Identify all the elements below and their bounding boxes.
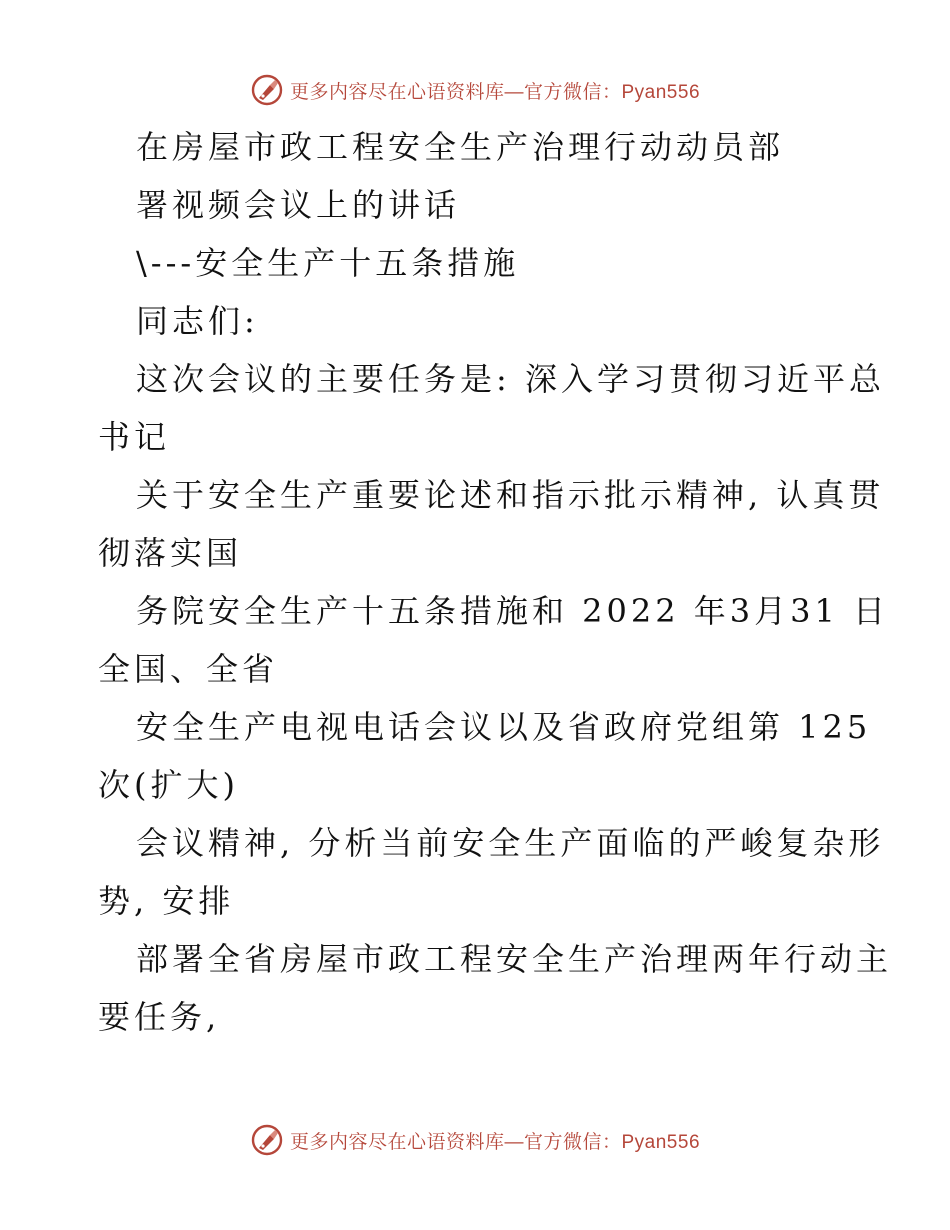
watermark-separator: —	[504, 1131, 524, 1153]
paragraph-line: 务院安全生产十五条措施和 2022 年3月31 日	[136, 592, 890, 630]
pen-nib-logo-icon	[250, 73, 284, 107]
paragraph-line: 这次会议的主要任务是: 深入学习贯彻习近平总	[136, 360, 885, 398]
paragraph-line: 书记	[98, 418, 171, 456]
watermark-site: 更多内容尽在心语资料库	[289, 81, 505, 103]
paragraph-line: 会议精神, 分析当前安全生产面临的严峻复杂形	[136, 824, 885, 862]
pen-nib-logo-icon	[250, 1123, 284, 1157]
document-title-line-1: 在房屋市政工程安全生产治理行动动员部	[136, 128, 785, 166]
header-watermark	[0, 70, 950, 110]
watermark-site: 更多内容尽在心语资料库	[289, 1131, 505, 1153]
paragraph-line: 次(扩大)	[98, 766, 239, 804]
paragraph-line: 部署全省房屋市政工程安全生产治理两年行动主	[136, 940, 893, 978]
watermark-contact: 官方微信：Pyan556	[524, 1131, 701, 1153]
paragraph-line: 安全生产电视电话会议以及省政府党组第 125	[136, 708, 872, 746]
watermark-contact: 官方微信：Pyan556	[524, 81, 701, 103]
watermark-text	[290, 77, 700, 104]
salutation: 同志们:	[136, 302, 259, 340]
paragraph-line: 要任务,	[98, 998, 221, 1036]
paragraph-line: 彻落实国	[98, 534, 243, 572]
footer-watermark	[0, 1120, 950, 1160]
paragraph-line: 势, 安排	[98, 882, 235, 920]
document-title-line-2: 署视频会议上的讲话	[136, 186, 461, 224]
watermark-text	[290, 1127, 700, 1154]
watermark-separator: —	[504, 81, 524, 103]
paragraph-line: 全国、全省	[98, 650, 279, 688]
paragraph-line: 关于安全生产重要论述和指示批示精神, 认真贯	[136, 476, 885, 514]
document-subtitle: \---安全生产十五条措施	[136, 244, 520, 282]
